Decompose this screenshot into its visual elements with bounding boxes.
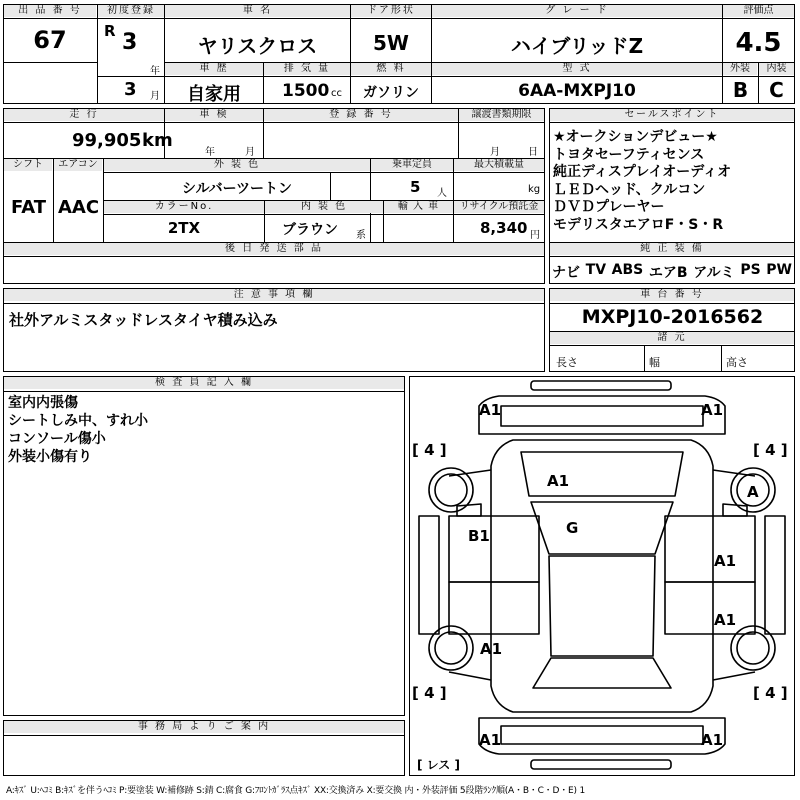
first-reg-label: 初度登録: [98, 5, 164, 17]
mark-front-right-corner: A1: [701, 401, 724, 419]
mark-rear-right-door: A1: [714, 611, 737, 629]
sales-list: [553, 129, 731, 234]
equip-ps: PS: [740, 262, 761, 278]
recycle-label: リサイクル預託金: [454, 201, 544, 213]
grade-label: グ レ ー ド: [432, 5, 722, 17]
mark-front-left-corner: A1: [479, 401, 502, 419]
office-label: 事 務 局 よ り ご 案 内: [4, 721, 404, 733]
car-name-label: 車 名: [165, 5, 350, 17]
int-grade: C: [769, 78, 784, 102]
hood: [521, 452, 683, 496]
mark-rear-left-fender: A1: [480, 640, 503, 658]
ac: AAC: [57, 197, 100, 218]
ac-label: エアコン: [54, 159, 102, 171]
reg-month: 3: [124, 79, 137, 100]
spec-label: 諸 元: [550, 332, 794, 344]
mileage: 99,905: [72, 130, 142, 151]
equipment-label: 純 正 装 備: [550, 243, 794, 255]
inspector-line: シートしみ中、すれ小: [8, 413, 148, 429]
tire-rear-left: [ 4 ]: [412, 684, 447, 702]
mileage-unit: km: [142, 130, 173, 151]
model-label: 型 式: [432, 63, 722, 75]
sales-item: モデリスタエアロF・S・R: [553, 216, 724, 233]
capacity: 5: [410, 178, 421, 196]
width-label: 幅: [649, 356, 660, 369]
reg-number-label: 登 録 番 号: [264, 109, 458, 121]
body-outline: [491, 440, 713, 712]
model: 6AA-MXPJ10: [518, 81, 636, 101]
capacity-unit: 人: [437, 188, 447, 199]
car-name: ヤリスクロス: [197, 34, 318, 58]
notes-label: 注 意 事 項 欄: [4, 289, 544, 301]
equip-tv: TV: [585, 262, 607, 278]
front-bumper-outline: [531, 381, 671, 390]
score-label: 評価点: [723, 5, 794, 17]
fuel-label: 燃 料: [351, 63, 431, 75]
color-no: 2TX: [167, 219, 201, 237]
lot-no-label: 出 品 番 号: [4, 5, 96, 17]
color-no-label: カラーNo.: [104, 201, 264, 213]
shift: FAT: [10, 197, 47, 218]
transfer-month-unit: 月: [490, 147, 500, 158]
equipment-list: [552, 262, 792, 282]
sales-label: セールスポイント: [550, 109, 794, 121]
tire-front-left: [ 4 ]: [412, 441, 447, 459]
inspector-line: 外装小傷有り: [8, 449, 92, 465]
tire-rear-right: [ 4 ]: [753, 684, 788, 702]
transfer-day-unit: 日: [528, 147, 538, 158]
sales-item: ＤＶＤプレーヤー: [553, 199, 665, 215]
windshield: [531, 502, 673, 554]
height-label: 高さ: [726, 356, 748, 369]
rear-bumper-outline: [531, 760, 671, 769]
ext-grade: B: [732, 78, 749, 102]
displacement: 1500: [282, 81, 330, 101]
mark-windshield: G: [566, 519, 579, 537]
mark-hood: A1: [547, 472, 570, 490]
left-front-door: [449, 516, 539, 582]
mark-front-left-door: B1: [468, 527, 490, 545]
capacity-label: 乗車定員: [371, 159, 453, 171]
recycle: 8,340: [480, 219, 528, 237]
notes-text: 社外アルミスタッドレスタイヤ積み込み: [9, 311, 278, 329]
shift-label: シフト: [4, 159, 52, 171]
recycle-unit: 円: [530, 230, 540, 241]
month-unit: 月: [150, 91, 160, 102]
tire-front-right: [ 4 ]: [753, 441, 788, 459]
equip-pw: PW: [766, 262, 792, 278]
insp-month-unit: 月: [245, 147, 255, 158]
mark-rear-right-corner: A1: [701, 731, 724, 749]
roof: [549, 556, 655, 656]
equip-airbag: エアB: [648, 265, 688, 281]
right-front-door: [665, 516, 755, 582]
load-label: 最大積載量: [454, 159, 544, 171]
import-label: 輸 入 車: [384, 201, 453, 213]
lot-no: 67: [33, 26, 67, 54]
mark-front-right-wheel: A: [747, 483, 759, 501]
inspector-label: 検 査 員 記 入 欄: [4, 377, 404, 389]
mark-rear-left-corner: A1: [479, 731, 502, 749]
load-unit: kg: [528, 184, 541, 195]
inspection-label: 車 検: [165, 109, 263, 121]
later-parts-label: 後 日 発 送 部 品: [4, 243, 544, 255]
equip-navi: ナビ: [552, 265, 580, 281]
ext-label: 外装: [723, 63, 757, 75]
interior-suffix: 系: [356, 230, 366, 241]
year-unit: 年: [150, 66, 160, 77]
insp-year-unit: 年: [205, 147, 215, 158]
car-diagram: [409, 376, 795, 776]
score: 4.5: [735, 28, 782, 58]
fuel: ガソリン: [363, 85, 419, 101]
rear-bumper: [479, 718, 725, 754]
color-label: 外 装 色: [104, 159, 370, 171]
length-label: 長さ: [556, 356, 578, 369]
sales-item: ★オークションデビュー★: [553, 129, 718, 145]
door-label: ドア形状: [351, 5, 431, 17]
inspector-list: [8, 394, 148, 466]
equip-abs: ABS: [611, 262, 644, 278]
sales-item: 純正ディスプレイオーディオ: [553, 164, 732, 180]
interior-color: ブラウン: [282, 222, 338, 238]
history: 自家用: [187, 84, 241, 105]
mileage-label: 走 行: [4, 109, 164, 121]
chassis-number: MXPJ10-2016562: [581, 306, 764, 328]
sales-item: トヨタセーフティセンス: [553, 146, 705, 163]
interior-color-label: 内 装 色: [265, 201, 383, 213]
chassis-label: 車 台 番 号: [550, 289, 794, 301]
displacement-unit: cc: [331, 88, 342, 99]
mark-front-right-door: A1: [714, 552, 737, 570]
front-bumper: [479, 396, 725, 434]
inspector-line: 室内内張傷: [8, 395, 78, 411]
equip-alloy: アルミ: [693, 265, 735, 281]
legend: A:ｷｽﾞ U:ﾍｺﾐ B:ｷｽﾞを伴うﾍｺﾐ P:要塗装 W:補修跡 S:錆 C:腐食 G:ﾌﾛﾝﾄｶﾞﾗｽ点ｷｽﾞ XX:交換済み X:要交換 内・外装評価 5段階ﾗﾝｸ順(A・B・C・D・E) 1: [6, 786, 585, 796]
door: 5W: [373, 31, 409, 55]
sales-item: ＬＥＤヘッド、クルコン: [553, 181, 706, 198]
left-rear-door: [449, 582, 539, 634]
displacement-label: 排 気 量: [264, 63, 350, 75]
transfer-label: 譲渡書類期限: [459, 109, 544, 121]
rear-glass: [533, 658, 671, 688]
right-rear-door: [665, 582, 755, 634]
history-label: 車 歴: [165, 63, 263, 75]
inspector-line: コンソール傷小: [8, 431, 106, 447]
spare-label: [ レス ]: [417, 758, 460, 772]
grade: ハイブリッドZ: [510, 34, 644, 58]
reg-year: 3: [122, 30, 138, 55]
color: シルバーツートン: [181, 181, 293, 197]
int-label: 内装: [759, 63, 794, 75]
era: R: [104, 22, 116, 40]
